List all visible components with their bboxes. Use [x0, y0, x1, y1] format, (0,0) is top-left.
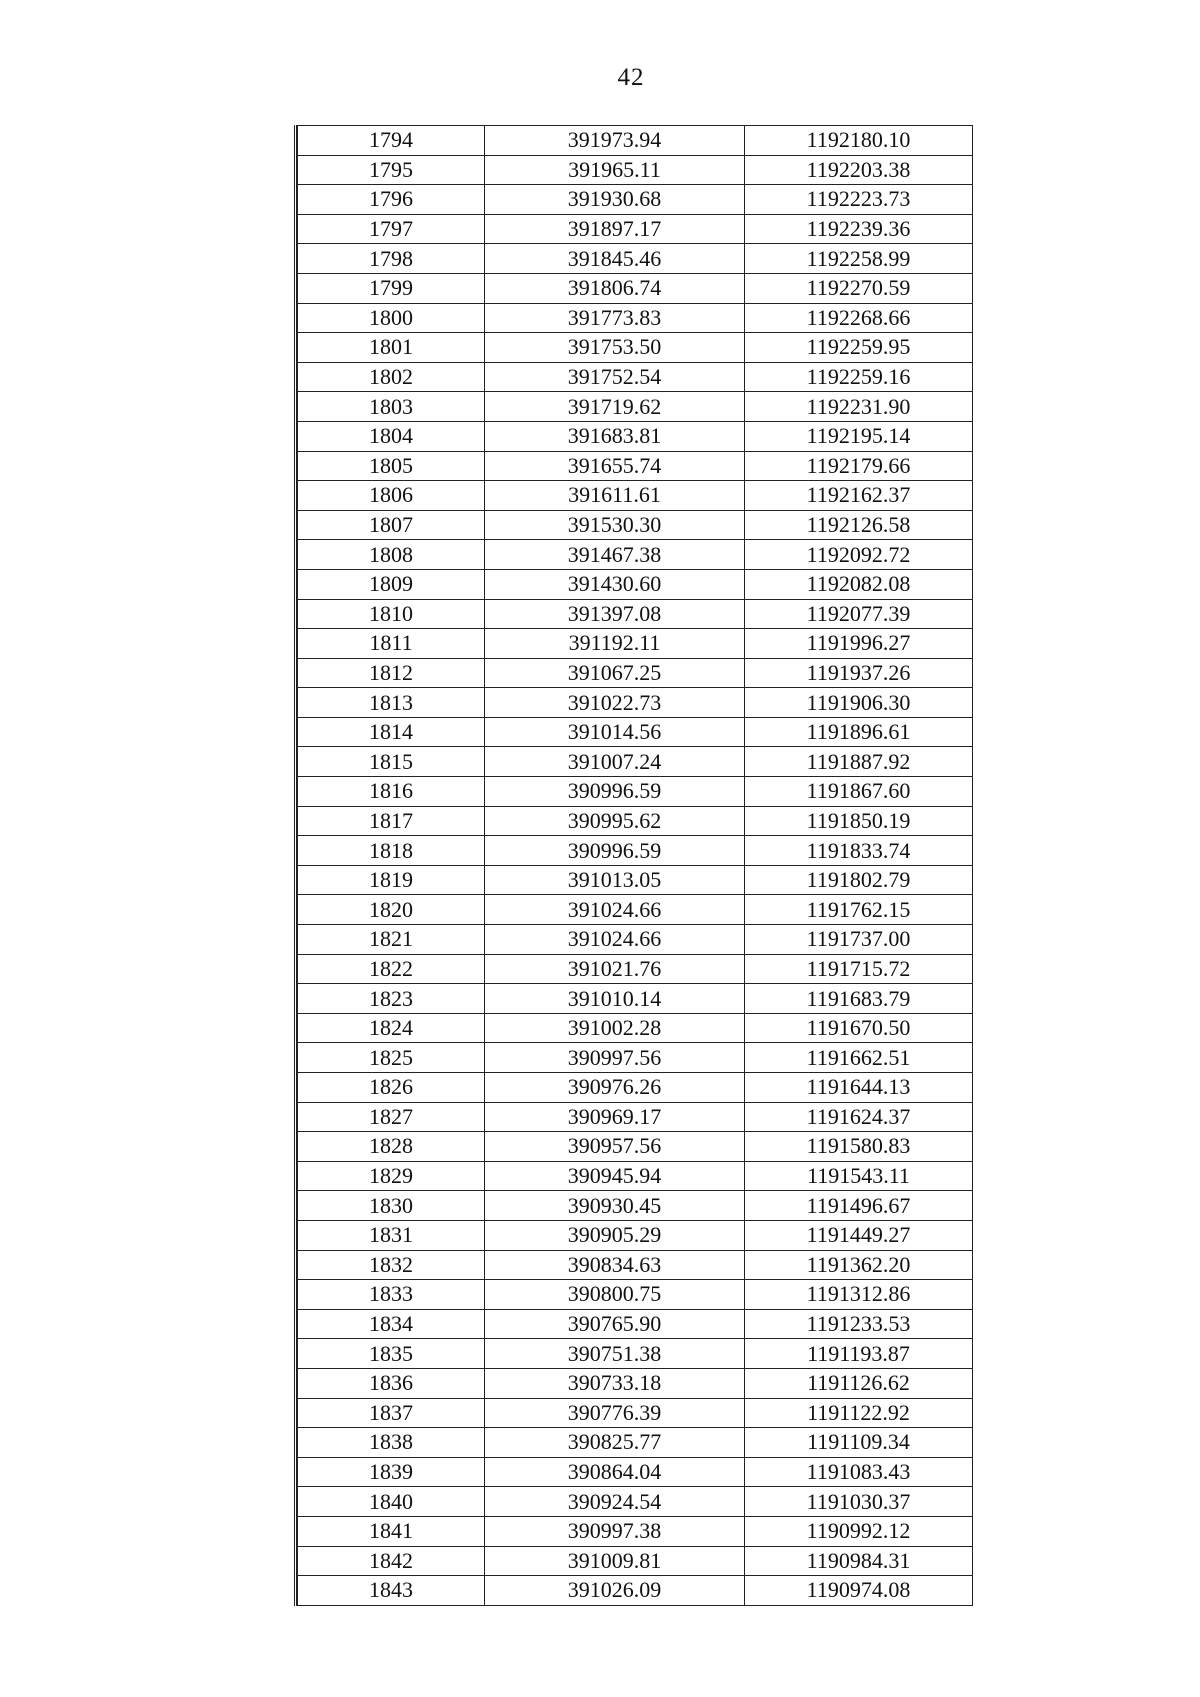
x-coordinate-cell: 390776.39 — [485, 1398, 745, 1428]
y-coordinate-cell: 1191737.00 — [745, 925, 973, 955]
x-coordinate-cell: 391007.24 — [485, 747, 745, 777]
point-number-cell: 1813 — [298, 688, 485, 718]
x-coordinate-cell: 390945.94 — [485, 1161, 745, 1191]
y-coordinate-cell: 1191362.20 — [745, 1250, 973, 1280]
table-row — [298, 244, 973, 274]
y-coordinate-cell: 1192180.10 — [745, 126, 973, 156]
point-number-cell: 1804 — [298, 421, 485, 451]
point-number-cell: 1807 — [298, 510, 485, 540]
point-number-cell: 1833 — [298, 1280, 485, 1310]
point-number-cell: 1835 — [298, 1339, 485, 1369]
point-number-cell: 1832 — [298, 1250, 485, 1280]
point-number-cell: 1820 — [298, 895, 485, 925]
x-coordinate-cell: 391009.81 — [485, 1546, 745, 1576]
x-coordinate-cell: 390996.59 — [485, 777, 745, 807]
x-coordinate-cell: 390834.63 — [485, 1250, 745, 1280]
table-row — [298, 1457, 973, 1487]
table-row — [298, 865, 973, 895]
x-coordinate-cell: 391965.11 — [485, 155, 745, 185]
table-row — [298, 303, 973, 333]
x-coordinate-cell: 390751.38 — [485, 1339, 745, 1369]
point-number-cell: 1819 — [298, 865, 485, 895]
table-row — [298, 1368, 973, 1398]
point-number-cell: 1799 — [298, 273, 485, 303]
x-coordinate-cell: 390997.56 — [485, 1043, 745, 1073]
table-row — [298, 984, 973, 1014]
x-coordinate-cell: 391024.66 — [485, 895, 745, 925]
y-coordinate-cell: 1190992.12 — [745, 1516, 973, 1546]
table-row — [298, 392, 973, 422]
y-coordinate-cell: 1192270.59 — [745, 273, 973, 303]
table-row — [298, 1073, 973, 1103]
table-row — [298, 1516, 973, 1546]
table-row — [298, 1546, 973, 1576]
x-coordinate-cell: 390825.77 — [485, 1428, 745, 1458]
table-row — [298, 1191, 973, 1221]
point-number-cell: 1814 — [298, 717, 485, 747]
x-coordinate-cell: 390969.17 — [485, 1102, 745, 1132]
y-coordinate-cell: 1192126.58 — [745, 510, 973, 540]
x-coordinate-cell: 391973.94 — [485, 126, 745, 156]
y-coordinate-cell: 1191887.92 — [745, 747, 973, 777]
point-number-cell: 1798 — [298, 244, 485, 274]
x-coordinate-cell: 391752.54 — [485, 362, 745, 392]
coordinates-table-container — [294, 125, 975, 1606]
table-row — [298, 1309, 973, 1339]
table-row — [298, 717, 973, 747]
x-coordinate-cell: 390905.29 — [485, 1220, 745, 1250]
x-coordinate-cell: 391806.74 — [485, 273, 745, 303]
table-row — [298, 185, 973, 215]
x-coordinate-cell: 391530.30 — [485, 510, 745, 540]
point-number-cell: 1841 — [298, 1516, 485, 1546]
y-coordinate-cell: 1191312.86 — [745, 1280, 973, 1310]
point-number-cell: 1842 — [298, 1546, 485, 1576]
table-row — [298, 895, 973, 925]
table-row — [298, 1250, 973, 1280]
point-number-cell: 1797 — [298, 214, 485, 244]
point-number-cell: 1831 — [298, 1220, 485, 1250]
point-number-cell: 1817 — [298, 806, 485, 836]
x-coordinate-cell: 391026.09 — [485, 1576, 745, 1606]
table-row — [298, 1220, 973, 1250]
table-row — [298, 1339, 973, 1369]
table-row — [298, 688, 973, 718]
table-row — [298, 126, 973, 156]
y-coordinate-cell: 1192258.99 — [745, 244, 973, 274]
y-coordinate-cell: 1192195.14 — [745, 421, 973, 451]
point-number-cell: 1801 — [298, 333, 485, 363]
y-coordinate-cell: 1191937.26 — [745, 658, 973, 688]
coordinates-table-body — [298, 126, 973, 1606]
y-coordinate-cell: 1191624.37 — [745, 1102, 973, 1132]
y-coordinate-cell: 1191580.83 — [745, 1132, 973, 1162]
point-number-cell: 1816 — [298, 777, 485, 807]
x-coordinate-cell: 390864.04 — [485, 1457, 745, 1487]
table-row — [298, 1487, 973, 1517]
y-coordinate-cell: 1191644.13 — [745, 1073, 973, 1103]
table-row — [298, 599, 973, 629]
point-number-cell: 1802 — [298, 362, 485, 392]
y-coordinate-cell: 1191762.15 — [745, 895, 973, 925]
point-number-cell: 1830 — [298, 1191, 485, 1221]
x-coordinate-cell: 390800.75 — [485, 1280, 745, 1310]
point-number-cell: 1800 — [298, 303, 485, 333]
table-row — [298, 1132, 973, 1162]
point-number-cell: 1840 — [298, 1487, 485, 1517]
x-coordinate-cell: 390765.90 — [485, 1309, 745, 1339]
x-coordinate-cell: 390957.56 — [485, 1132, 745, 1162]
y-coordinate-cell: 1192223.73 — [745, 185, 973, 215]
point-number-cell: 1795 — [298, 155, 485, 185]
y-coordinate-cell: 1191996.27 — [745, 629, 973, 659]
y-coordinate-cell: 1191122.92 — [745, 1398, 973, 1428]
y-coordinate-cell: 1191496.67 — [745, 1191, 973, 1221]
y-coordinate-cell: 1191833.74 — [745, 836, 973, 866]
y-coordinate-cell: 1192239.36 — [745, 214, 973, 244]
point-number-cell: 1808 — [298, 540, 485, 570]
point-number-cell: 1843 — [298, 1576, 485, 1606]
x-coordinate-cell: 391611.61 — [485, 481, 745, 511]
x-coordinate-cell: 391897.17 — [485, 214, 745, 244]
table-row — [298, 362, 973, 392]
x-coordinate-cell: 391753.50 — [485, 333, 745, 363]
x-coordinate-cell: 391014.56 — [485, 717, 745, 747]
x-coordinate-cell: 391022.73 — [485, 688, 745, 718]
y-coordinate-cell: 1191850.19 — [745, 806, 973, 836]
point-number-cell: 1837 — [298, 1398, 485, 1428]
point-number-cell: 1836 — [298, 1368, 485, 1398]
x-coordinate-cell: 391655.74 — [485, 451, 745, 481]
x-coordinate-cell: 390996.59 — [485, 836, 745, 866]
x-coordinate-cell: 391013.05 — [485, 865, 745, 895]
table-row — [298, 214, 973, 244]
table-row — [298, 806, 973, 836]
y-coordinate-cell: 1192082.08 — [745, 569, 973, 599]
point-number-cell: 1821 — [298, 925, 485, 955]
point-number-cell: 1828 — [298, 1132, 485, 1162]
x-coordinate-cell: 390924.54 — [485, 1487, 745, 1517]
table-row — [298, 1428, 973, 1458]
table-row — [298, 1161, 973, 1191]
y-coordinate-cell: 1192203.38 — [745, 155, 973, 185]
x-coordinate-cell: 391067.25 — [485, 658, 745, 688]
point-number-cell: 1818 — [298, 836, 485, 866]
y-coordinate-cell: 1191083.43 — [745, 1457, 973, 1487]
y-coordinate-cell: 1191670.50 — [745, 1013, 973, 1043]
x-coordinate-cell: 391845.46 — [485, 244, 745, 274]
y-coordinate-cell: 1192092.72 — [745, 540, 973, 570]
x-coordinate-cell: 391773.83 — [485, 303, 745, 333]
y-coordinate-cell: 1192077.39 — [745, 599, 973, 629]
point-number-cell: 1838 — [298, 1428, 485, 1458]
table-row — [298, 1398, 973, 1428]
point-number-cell: 1829 — [298, 1161, 485, 1191]
y-coordinate-cell: 1191449.27 — [745, 1220, 973, 1250]
y-coordinate-cell: 1191802.79 — [745, 865, 973, 895]
table-row — [298, 273, 973, 303]
y-coordinate-cell: 1190974.08 — [745, 1576, 973, 1606]
table-row — [298, 481, 973, 511]
x-coordinate-cell: 391010.14 — [485, 984, 745, 1014]
y-coordinate-cell: 1191193.87 — [745, 1339, 973, 1369]
y-coordinate-cell: 1190984.31 — [745, 1546, 973, 1576]
point-number-cell: 1796 — [298, 185, 485, 215]
point-number-cell: 1825 — [298, 1043, 485, 1073]
table-row — [298, 1576, 973, 1606]
point-number-cell: 1827 — [298, 1102, 485, 1132]
y-coordinate-cell: 1192162.37 — [745, 481, 973, 511]
y-coordinate-cell: 1191662.51 — [745, 1043, 973, 1073]
table-row — [298, 629, 973, 659]
x-coordinate-cell: 390930.45 — [485, 1191, 745, 1221]
point-number-cell: 1823 — [298, 984, 485, 1014]
y-coordinate-cell: 1191109.34 — [745, 1428, 973, 1458]
x-coordinate-cell: 391467.38 — [485, 540, 745, 570]
x-coordinate-cell: 391192.11 — [485, 629, 745, 659]
x-coordinate-cell: 391021.76 — [485, 954, 745, 984]
table-row — [298, 155, 973, 185]
point-number-cell: 1826 — [298, 1073, 485, 1103]
x-coordinate-cell: 390995.62 — [485, 806, 745, 836]
table-row — [298, 540, 973, 570]
y-coordinate-cell: 1191715.72 — [745, 954, 973, 984]
x-coordinate-cell: 391397.08 — [485, 599, 745, 629]
table-row — [298, 658, 973, 688]
point-number-cell: 1809 — [298, 569, 485, 599]
table-row — [298, 954, 973, 984]
y-coordinate-cell: 1191030.37 — [745, 1487, 973, 1517]
y-coordinate-cell: 1192259.16 — [745, 362, 973, 392]
y-coordinate-cell: 1192268.66 — [745, 303, 973, 333]
table-row — [298, 1013, 973, 1043]
point-number-cell: 1805 — [298, 451, 485, 481]
point-number-cell: 1822 — [298, 954, 485, 984]
table-row — [298, 747, 973, 777]
table-row — [298, 451, 973, 481]
x-coordinate-cell: 391930.68 — [485, 185, 745, 215]
y-coordinate-cell: 1191906.30 — [745, 688, 973, 718]
point-number-cell: 1794 — [298, 126, 485, 156]
x-coordinate-cell: 391683.81 — [485, 421, 745, 451]
table-row — [298, 569, 973, 599]
y-coordinate-cell: 1192231.90 — [745, 392, 973, 422]
y-coordinate-cell: 1191233.53 — [745, 1309, 973, 1339]
point-number-cell: 1824 — [298, 1013, 485, 1043]
table-row — [298, 333, 973, 363]
y-coordinate-cell: 1192259.95 — [745, 333, 973, 363]
table-row — [298, 777, 973, 807]
y-coordinate-cell: 1191126.62 — [745, 1368, 973, 1398]
x-coordinate-cell: 390976.26 — [485, 1073, 745, 1103]
y-coordinate-cell: 1191683.79 — [745, 984, 973, 1014]
table-row — [298, 925, 973, 955]
point-number-cell: 1834 — [298, 1309, 485, 1339]
table-row — [298, 421, 973, 451]
point-number-cell: 1803 — [298, 392, 485, 422]
y-coordinate-cell: 1191543.11 — [745, 1161, 973, 1191]
point-number-cell: 1839 — [298, 1457, 485, 1487]
point-number-cell: 1811 — [298, 629, 485, 659]
y-coordinate-cell: 1192179.66 — [745, 451, 973, 481]
point-number-cell: 1815 — [298, 747, 485, 777]
table-row — [298, 1043, 973, 1073]
point-number-cell: 1806 — [298, 481, 485, 511]
x-coordinate-cell: 391430.60 — [485, 569, 745, 599]
point-number-cell: 1812 — [298, 658, 485, 688]
y-coordinate-cell: 1191867.60 — [745, 777, 973, 807]
x-coordinate-cell: 391024.66 — [485, 925, 745, 955]
y-coordinate-cell: 1191896.61 — [745, 717, 973, 747]
table-row — [298, 836, 973, 866]
x-coordinate-cell: 390997.38 — [485, 1516, 745, 1546]
page-number: 42 — [617, 64, 645, 91]
x-coordinate-cell: 390733.18 — [485, 1368, 745, 1398]
point-number-cell: 1810 — [298, 599, 485, 629]
table-row — [298, 1102, 973, 1132]
x-coordinate-cell: 391002.28 — [485, 1013, 745, 1043]
table-row — [298, 510, 973, 540]
x-coordinate-cell: 391719.62 — [485, 392, 745, 422]
table-row — [298, 1280, 973, 1310]
coordinates-table — [297, 125, 973, 1606]
